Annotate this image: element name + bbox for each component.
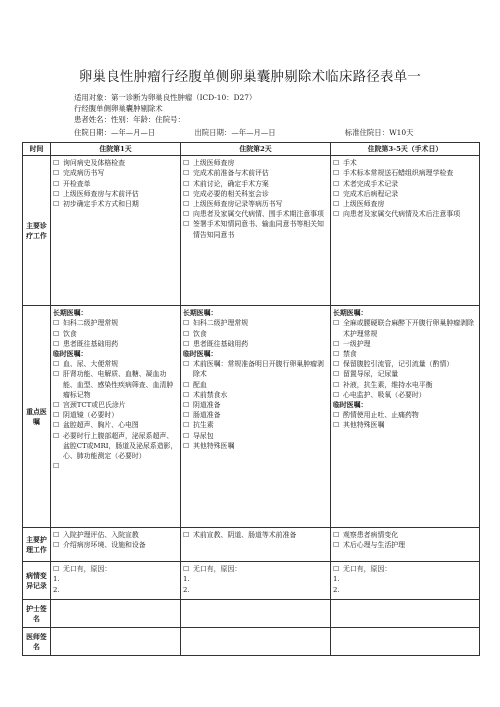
checkbox-item[interactable]: ☐ 配血 bbox=[183, 380, 328, 390]
clinical-pathway-table bbox=[22, 142, 480, 656]
header-day2: 住院第2天 bbox=[181, 143, 331, 156]
checkbox-item[interactable]: ☐ 其他特殊医嘱 bbox=[183, 441, 328, 451]
discharge-date: 出院日期：—年—月—日 bbox=[194, 128, 276, 137]
header-time: 时间 bbox=[23, 143, 51, 156]
checkbox-item[interactable]: ☐ 术前医嘱：常规准备明日开腹行卵巢肿瘤剥除术 bbox=[183, 359, 328, 379]
checkbox-item[interactable]: ☐ 上级医师查房 bbox=[183, 158, 328, 168]
checkbox-item[interactable]: ☐ 术前宣教、阴道、肠道等术前准备 bbox=[183, 530, 328, 540]
checkbox-item[interactable]: ☐ 全麻或腰硬联合麻醉下开腹行卵巢肿瘤剥除术护理常规 bbox=[333, 318, 477, 338]
main-work-row bbox=[23, 156, 480, 306]
main-work-day1 bbox=[51, 156, 181, 306]
main-work-day2 bbox=[181, 156, 331, 306]
checkbox-item[interactable]: ☐ 导尿包 bbox=[183, 431, 328, 441]
checkbox-item[interactable]: ☐ 观察患者病情变化 bbox=[333, 530, 477, 540]
checkbox-item[interactable]: ☐ 血、尿、大便常规 bbox=[53, 359, 178, 369]
variance-line-1[interactable]: 1. bbox=[183, 575, 190, 584]
empty-checkbox[interactable] bbox=[53, 461, 178, 471]
orders-label: 重点医嘱 bbox=[23, 306, 51, 528]
variance-option[interactable]: ☐ 无口有，原因： bbox=[53, 564, 178, 574]
checkbox-item[interactable]: ☐ 阴道镜（必要时） bbox=[53, 410, 178, 420]
checkbox-item[interactable]: ☐ 盆腔超声、胸片、心电图 bbox=[53, 420, 178, 430]
long-term-orders-heading: 长期医嘱： bbox=[333, 309, 368, 318]
procedure-name: 行经腹单侧卵巢囊肿剔除术 bbox=[74, 104, 163, 113]
checkbox-item[interactable]: ☐ 上级医师查房 bbox=[333, 199, 477, 209]
variance-day3 bbox=[331, 562, 480, 600]
variance-row bbox=[23, 562, 480, 600]
nursing-day1 bbox=[51, 528, 181, 562]
checkbox-item[interactable]: ☐ 签署手术知情同意书、输血同意书等相关知情告知同意书 bbox=[183, 219, 328, 239]
long-term-orders-heading: 长期医嘱： bbox=[53, 309, 88, 318]
orders-day2 bbox=[181, 306, 331, 528]
checkbox-item[interactable]: ☐ 禁食 bbox=[333, 349, 477, 359]
long-term-orders-heading: 长期医嘱： bbox=[183, 309, 218, 318]
checkbox-item[interactable]: ☐ 心电监护、吸氧（必要时） bbox=[333, 390, 477, 400]
nurse-sign-day3[interactable] bbox=[331, 600, 480, 628]
temporary-orders-heading: 临时医嘱： bbox=[333, 401, 368, 410]
doctor-sign-row bbox=[23, 628, 480, 656]
checkbox-item[interactable]: ☐ 向患者及家属交代病情、围手术期注意事项 bbox=[183, 209, 328, 219]
main-work-label: 主要诊疗工作 bbox=[23, 156, 51, 306]
checkbox-item[interactable]: ☐ 其他特殊医嘱 bbox=[333, 420, 477, 430]
checkbox-item[interactable]: ☐ 上级医师查房与术前评估 bbox=[53, 189, 178, 199]
checkbox-item[interactable]: ☐ 患者既往基础用药 bbox=[183, 339, 328, 349]
header-day1: 住院第1天 bbox=[51, 143, 181, 156]
variance-line-1[interactable]: 1. bbox=[53, 575, 60, 584]
checkbox-item[interactable]: ☐ 完成病历书写 bbox=[53, 168, 178, 178]
nursing-day2 bbox=[181, 528, 331, 562]
checkbox-item[interactable]: ☐ 初步确定手术方式和日期 bbox=[53, 199, 178, 209]
checkbox-item[interactable]: ☐ 手术 bbox=[333, 158, 477, 168]
patient-info: 患者姓名：性别：年龄：住院号： bbox=[74, 115, 185, 124]
checkbox-item[interactable]: ☐ 饮食 bbox=[183, 329, 328, 339]
form-title: 卵巢良性肿瘤行经腹单侧卵巢囊肿剔除术临床路径表单一 bbox=[78, 70, 422, 85]
header-day3: 住院第3-5天（手术日） bbox=[331, 143, 480, 156]
checkbox-item[interactable]: ☐ 完成术前准备与术前评估 bbox=[183, 168, 328, 178]
checkbox-item[interactable]: ☐ 肝肾功能、电解质、血糖、凝血功能、血型、感染性疾病筛查、血清肿瘤标记物 bbox=[53, 369, 178, 400]
checkbox-item[interactable]: ☐ 询问病史及体格检查 bbox=[53, 158, 178, 168]
nurse-sign-row bbox=[23, 600, 480, 628]
doctor-sign-day3[interactable] bbox=[331, 628, 480, 656]
admission-date: 住院日期：—年—月—日 bbox=[74, 128, 156, 137]
checkbox-item[interactable]: ☐ 术前讨论，确定手术方案 bbox=[183, 179, 328, 189]
temporary-orders-heading: 临时医嘱： bbox=[183, 350, 218, 359]
checkbox-item[interactable]: ☐ 术前禁食水 bbox=[183, 390, 328, 400]
checkbox-item[interactable]: ☐ 酌情使用止吐、止痛药物 bbox=[333, 410, 477, 420]
variance-line-2[interactable]: 2. bbox=[183, 585, 190, 594]
checkbox-item[interactable]: ☐ 必要时行上腹部超声，泌尿系超声、盆腔CT或MRI，肠道及泌尿系造影，心、肺功能测定（必要时） bbox=[53, 431, 178, 462]
orders-row bbox=[23, 306, 480, 528]
nurse-sign-day1[interactable] bbox=[51, 600, 181, 628]
checkbox-item[interactable]: ☐ 患者既往基础用药 bbox=[53, 339, 178, 349]
applicable-subject: 适用对象：第一诊断为卵巢良性肿瘤（ICD-10：D27） bbox=[74, 93, 257, 102]
checkbox-item[interactable]: ☐ 保留腹腔引流管，记引流量（酌情） bbox=[333, 359, 477, 369]
nurse-sign-label: 护士签名 bbox=[23, 600, 51, 628]
checkbox-item[interactable]: ☐ 术后心理与生活护理 bbox=[333, 540, 477, 550]
date-row bbox=[74, 127, 484, 138]
nursing-row bbox=[23, 528, 480, 562]
checkbox-item[interactable]: ☐ 入院护理评估、入院宣教 bbox=[53, 530, 178, 540]
orders-day1 bbox=[51, 306, 181, 528]
checkbox-item[interactable]: ☐ 手术标本常规送石蜡组织病理学检查 bbox=[333, 168, 477, 178]
checkbox-item[interactable]: ☐ 补液，抗生素，维持水电平衡 bbox=[333, 380, 477, 390]
checkbox-item[interactable]: ☐ 宫颈TCT或巴氏涂片 bbox=[53, 400, 178, 410]
checkbox-item[interactable]: ☐ 完成必要的相关科室会诊 bbox=[183, 189, 328, 199]
doctor-sign-day1[interactable] bbox=[51, 628, 181, 656]
checkbox-item[interactable]: ☐ 饮食 bbox=[53, 329, 178, 339]
checkbox-item[interactable]: ☐ 上级医师查房记录等病历书写 bbox=[183, 199, 328, 209]
variance-option[interactable]: ☐ 无口有，原因： bbox=[183, 564, 328, 574]
nursing-day3 bbox=[331, 528, 480, 562]
checkbox-item[interactable]: ☐ 妇科二级护理常规 bbox=[183, 318, 328, 328]
variance-line-2[interactable]: 2. bbox=[333, 585, 340, 594]
variance-option[interactable]: ☐ 无口有，原因： bbox=[333, 564, 477, 574]
variance-day1 bbox=[51, 562, 181, 600]
checkbox-item[interactable]: ☐ 妇科二级护理常规 bbox=[53, 318, 178, 328]
variance-label: 病情变异记录 bbox=[23, 562, 51, 600]
doctor-sign-label: 医师签名 bbox=[23, 628, 51, 656]
checkbox-item[interactable]: ☐ 留置导尿，记尿量 bbox=[333, 369, 477, 379]
checkbox-item[interactable]: ☐ 肠道准备 bbox=[183, 410, 328, 420]
checkbox-item[interactable]: ☐ 开检查单 bbox=[53, 179, 178, 189]
standard-stay: 标准住院日：W10天 bbox=[344, 128, 414, 137]
nurse-sign-day2[interactable] bbox=[181, 600, 331, 628]
checkbox-item[interactable]: ☐ 向患者及家属交代病情及术后注意事项 bbox=[333, 209, 477, 219]
header-row bbox=[23, 143, 480, 156]
checkbox-item[interactable]: ☐ 抗生素 bbox=[183, 420, 328, 430]
checkbox-item[interactable]: ☐ 完成术后病程记录 bbox=[333, 189, 477, 199]
main-work-day3 bbox=[331, 156, 480, 306]
temporary-orders-heading: 临时医嘱： bbox=[53, 350, 88, 359]
variance-line-1[interactable]: 1. bbox=[333, 575, 340, 584]
checkbox-item[interactable]: ☐ 一级护理 bbox=[333, 339, 477, 349]
checkbox-item[interactable]: ☐ 阴道准备 bbox=[183, 400, 328, 410]
variance-day2 bbox=[181, 562, 331, 600]
variance-line-2[interactable]: 2. bbox=[53, 585, 60, 594]
doctor-sign-day2[interactable] bbox=[181, 628, 331, 656]
checkbox-item[interactable]: ☐ 术者完成手术记录 bbox=[333, 179, 477, 189]
orders-day3 bbox=[331, 306, 480, 528]
checkbox-item[interactable]: ☐ 介绍病房环境、设施和设备 bbox=[53, 540, 178, 550]
nursing-label: 主要护理工作 bbox=[23, 528, 51, 562]
